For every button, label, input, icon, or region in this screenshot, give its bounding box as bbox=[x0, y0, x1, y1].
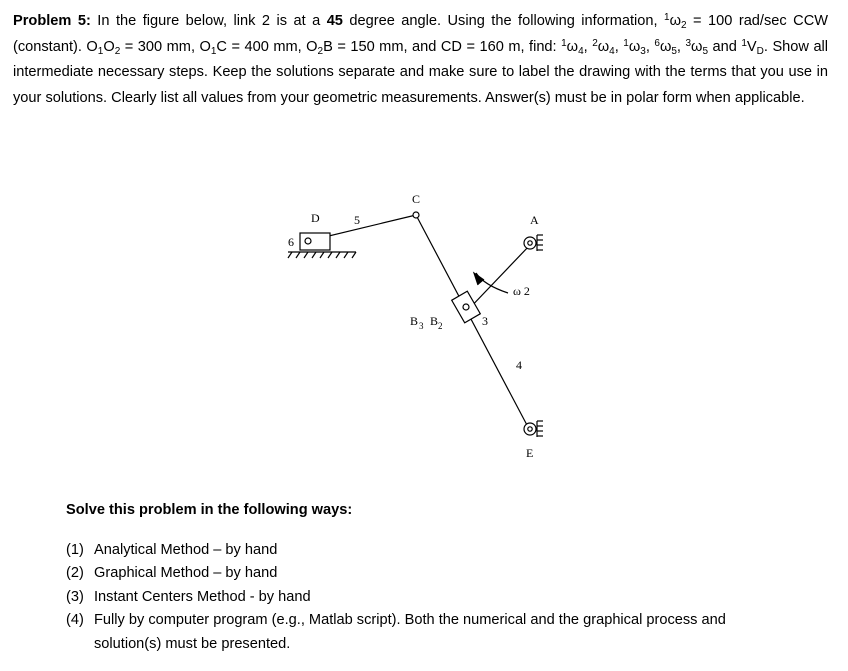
ground-hatch bbox=[288, 252, 356, 258]
solve-heading: Solve this problem in the following ways: bbox=[66, 502, 353, 518]
label-b2: B bbox=[430, 314, 439, 328]
o-subscript: 2 bbox=[114, 45, 121, 57]
list-item bbox=[66, 539, 786, 562]
omega-symbol: ω bbox=[628, 38, 641, 55]
omega-subscript: 4 bbox=[578, 45, 584, 57]
omega-symbol: ω bbox=[597, 38, 610, 55]
problem-label: Problem 5: bbox=[13, 13, 91, 29]
pin-c bbox=[413, 212, 419, 218]
omega-subscript: 5 bbox=[702, 45, 709, 57]
ground-pivot-e bbox=[524, 421, 543, 437]
label-e: E bbox=[526, 446, 534, 460]
omega-prefix: 3 bbox=[685, 37, 692, 49]
problem-text: C = 400 mm, O bbox=[216, 38, 318, 55]
label-omega2: ω 2 bbox=[513, 284, 530, 298]
omega-prefix: 2 bbox=[592, 37, 598, 49]
angle-value: 45 bbox=[326, 13, 343, 29]
list-number: (4) bbox=[66, 612, 84, 629]
omega-prefix: 1 bbox=[664, 12, 670, 23]
list-text: Instant Centers Method - by hand bbox=[94, 588, 311, 605]
omega-prefix: 1 bbox=[623, 37, 629, 49]
o-subscript: 1 bbox=[210, 45, 217, 57]
velocity-symbol: V bbox=[746, 38, 757, 55]
omega-subscript: 3 bbox=[640, 45, 646, 57]
pin-b bbox=[463, 304, 469, 310]
list-number: (2) bbox=[66, 565, 84, 582]
label-b3-sub: 3 bbox=[419, 321, 424, 331]
separator: , bbox=[614, 38, 624, 55]
list-text: Analytical Method – by hand bbox=[94, 542, 278, 558]
label-c: C bbox=[412, 192, 421, 206]
label-6: 6 bbox=[288, 235, 294, 249]
o-subscript: 1 bbox=[97, 45, 104, 57]
label-5: 5 bbox=[354, 213, 360, 227]
link-2 bbox=[465, 245, 530, 313]
omega-symbol: ω bbox=[691, 38, 703, 55]
velocity-subscript: D bbox=[756, 45, 764, 57]
separator: , bbox=[583, 38, 593, 55]
problem-text: = 100 rad/sec CCW (constant). O bbox=[13, 13, 829, 55]
omega-subscript: 5 bbox=[671, 45, 677, 57]
omega2-arc bbox=[476, 273, 508, 293]
ground-pivot-a bbox=[524, 235, 543, 251]
problem-text: = 300 mm, O bbox=[120, 38, 211, 55]
omega-subscript: 4 bbox=[609, 45, 615, 57]
problem-text: O bbox=[103, 38, 115, 55]
mechanism-figure bbox=[270, 185, 590, 465]
problem-text: . Show all intermediate necessary steps. Keep the solutions separate and make sure to label the drawing with the terms that you use in your solutions. Clearly list all values from your geometric measurements. Answer(s) must be in polar form when applicable. bbox=[13, 38, 829, 106]
pin-d bbox=[305, 238, 311, 244]
list-number: (1) bbox=[66, 542, 84, 558]
label-a: A bbox=[530, 213, 539, 227]
omega-symbol: ω bbox=[566, 38, 579, 55]
o-subscript: 2 bbox=[317, 45, 324, 57]
omega-symbol: ω bbox=[659, 38, 672, 55]
separator: , bbox=[645, 38, 655, 55]
list-item bbox=[66, 586, 786, 609]
list-text: Fully by computer program (e.g., Matlab script). Both the numerical and the graphical process and solution(s) must be presented. bbox=[94, 612, 726, 652]
list-item bbox=[66, 609, 786, 656]
omega-subscript: 2 bbox=[681, 20, 687, 31]
problem-text: degree angle. Using the following information, bbox=[342, 13, 665, 29]
problem-text: In the figure below, link 2 is at a bbox=[90, 13, 327, 29]
list-text: Graphical Method – by hand bbox=[94, 565, 278, 582]
velocity-prefix: 1 bbox=[741, 37, 747, 49]
label-4: 4 bbox=[516, 358, 522, 372]
omega-symbol: ω bbox=[669, 13, 681, 29]
separator: and bbox=[708, 38, 742, 55]
label-b2-sub: 2 bbox=[438, 321, 443, 331]
label-d: D bbox=[311, 211, 320, 225]
omega-prefix: 1 bbox=[561, 37, 567, 49]
omega2-arrowhead bbox=[474, 273, 484, 285]
omega-prefix: 6 bbox=[654, 37, 660, 49]
problem-statement bbox=[13, 9, 828, 111]
label-b3: B bbox=[410, 314, 419, 328]
separator: , bbox=[676, 38, 686, 55]
label-3: 3 bbox=[482, 314, 488, 328]
list-number: (3) bbox=[66, 588, 84, 605]
problem-text: B = 150 mm, and CD = 160 m, find: bbox=[323, 38, 562, 55]
list-item bbox=[66, 562, 786, 585]
solution-methods-list bbox=[66, 539, 786, 656]
